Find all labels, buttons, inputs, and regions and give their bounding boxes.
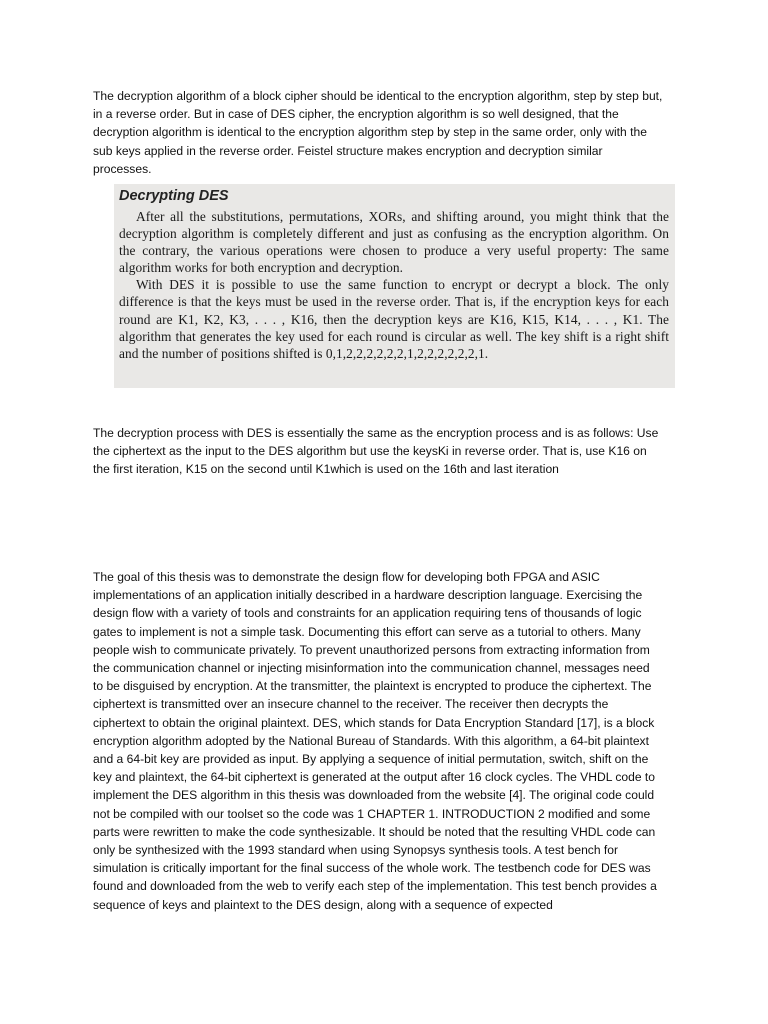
scanned-textbook-excerpt — [114, 184, 675, 388]
thesis-goal-paragraph: The goal of this thesis was to demonstrate the design flow for developing both FPGA and ASIC implementations of an application initially described in a hardware description language. Exercising the design flow with a variety of tools and constraints for an application requiring tens of thousands of logic gates to implement is not a simple task. Documenting this effort can serve as a tutorial to others. Many people wish to communicate privately. To prevent unauthorized persons from extracting information from the communication channel or injecting misinformation into the communication channel, messages need to be disguised by encryption. At the transmitter, the plaintext is encrypted to produce the ciphertext. The ciphertext is transmitted over an insecure channel to the receiver. The receiver then decrypts the ciphertext to obtain the original plaintext. DES, which stands for Data Encryption Standard [17], is a block encryption algorithm adopted by the National Bureau of Standards. With this algorithm, a 64-bit plaintext and a 64-bit key are provided as input. By applying a sequence of initial permutation, switch, shift on the key and plaintext, the 64-bit ciphertext is generated at the output after 16 clock cycles. The VHDL code to implement the DES algorithm in this thesis was downloaded from the website [4]. The original code could not be compiled with our toolset so the code was 1 CHAPTER 1. INTRODUCTION 2 modified and some parts were rewritten to make the code synthesizable. It should be noted that the resulting VHDL code can only be synthesized with the 1993 standard when using Synopsys synthesis tools. A test bench for simulation is critically important for the final success of the whole work. The testbench code for DES was found and downloaded from the web to verify each step of the implementation. This test bench provides a sequence of keys and plaintext to the DES design, along with a sequence of expected — [93, 570, 657, 912]
excerpt-paragraph-2: With DES it is possible to use the same function to encrypt or decrypt a block. The only difference is that the keys must be used in the reverse order. That is, if the encryption keys for each round are K1, K2, K3, . . . , K16, then the decryption keys are K16, K15, K14, . . . , K1. The algorithm that generates the key used for each round is circular as well. The key shift is a right shift and the number of positions shifted is 0,1,2,2,2,2,2,2,1,2,2,2,2,2,2,1. — [119, 277, 669, 361]
excerpt-heading: Decrypting DES — [119, 188, 229, 204]
intro-paragraph: The decryption algorithm of a block cipher should be identical to the encryption algorithm, step by step but, in a reverse order. But in case of DES cipher, the encryption algorithm is so well designed, that the decryption algorithm is identical to the encryption algorithm step by step in the same order, only with the sub keys applied in the reverse order. Feistel structure makes encryption and decryption similar processes. — [93, 89, 663, 176]
decryption-process-paragraph: The decryption process with DES is essentially the same as the encryption process and is as follows: Use the ciphertext as the input to the DES algorithm but use the keysKi in reverse order. That is, use K16 on the first iteration, K15 on the second until K1which is used on the 16th and last iteration — [93, 426, 659, 477]
excerpt-paragraph-1: After all the substitutions, permutations, XORs, and shifting around, you might think that the decryption algorithm is completely different and just as confusing as the encryption algorithm. On the contrary, the various operations were chosen to produce a very useful property: The same algorithm works for both encryption and decryption. — [119, 209, 669, 276]
